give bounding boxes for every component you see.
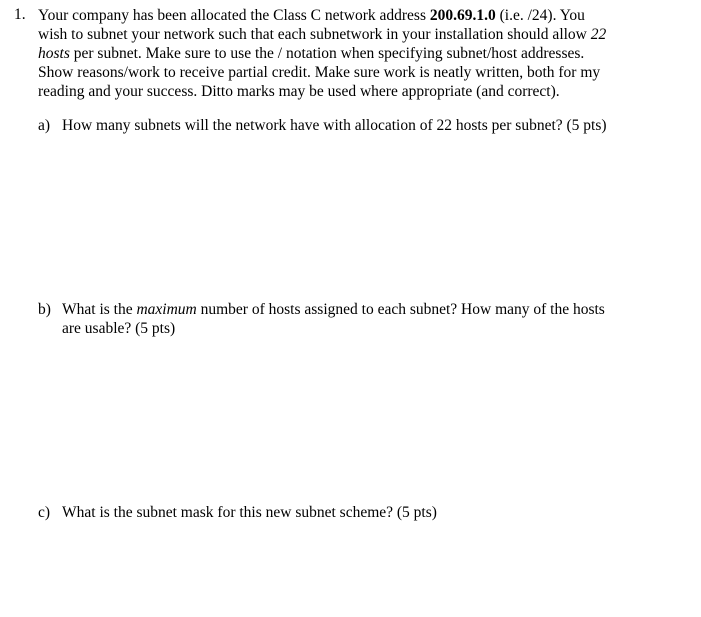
emphasis-maximum: maximum [136, 301, 197, 318]
prompt-text: per subnet. Make sure to use the / notation when specifying subnet/host addresses. [69, 45, 585, 62]
prompt-line-3 [38, 44, 653, 63]
subquestion-text [62, 300, 642, 338]
prompt-text: (i.e. /24). You [495, 7, 585, 24]
hosts-count: 22 [590, 26, 607, 43]
subquestion-text: How many subnets will the network have with allocation of 22 hosts per subnet? (5 pts) [62, 117, 607, 134]
subquestion-label: a) [38, 117, 51, 134]
subquestion-text-part: What is the [62, 301, 137, 318]
subquestion-text: What is the subnet mask for this new subnet scheme? (5 pts) [62, 504, 437, 521]
question-prompt [38, 6, 653, 101]
prompt-line-5: reading and your success. Ditto marks may be used where appropriate (and correct). [38, 83, 560, 100]
subquestion-label: b) [38, 301, 51, 318]
prompt-line-4: Show reasons/work to receive partial credit. Make sure work is neatly written, both for my [38, 64, 601, 81]
subquestion-label: c) [38, 504, 51, 521]
subquestion-text-part: are usable? (5 pts) [62, 320, 176, 337]
prompt-text: Your company has been allocated the Class C network address [38, 7, 430, 24]
prompt-text: wish to subnet your network such that each subnetwork in your installation should allow [38, 26, 591, 43]
prompt-line-2 [38, 25, 653, 44]
network-address: 200.69.1.0 [429, 7, 496, 24]
question-number: 1. [14, 6, 26, 23]
subquestion-text-part: number of hosts assigned to each subnet? How many of the hosts [196, 301, 605, 318]
hosts-word: hosts [38, 45, 70, 62]
prompt-line-1 [38, 6, 653, 25]
